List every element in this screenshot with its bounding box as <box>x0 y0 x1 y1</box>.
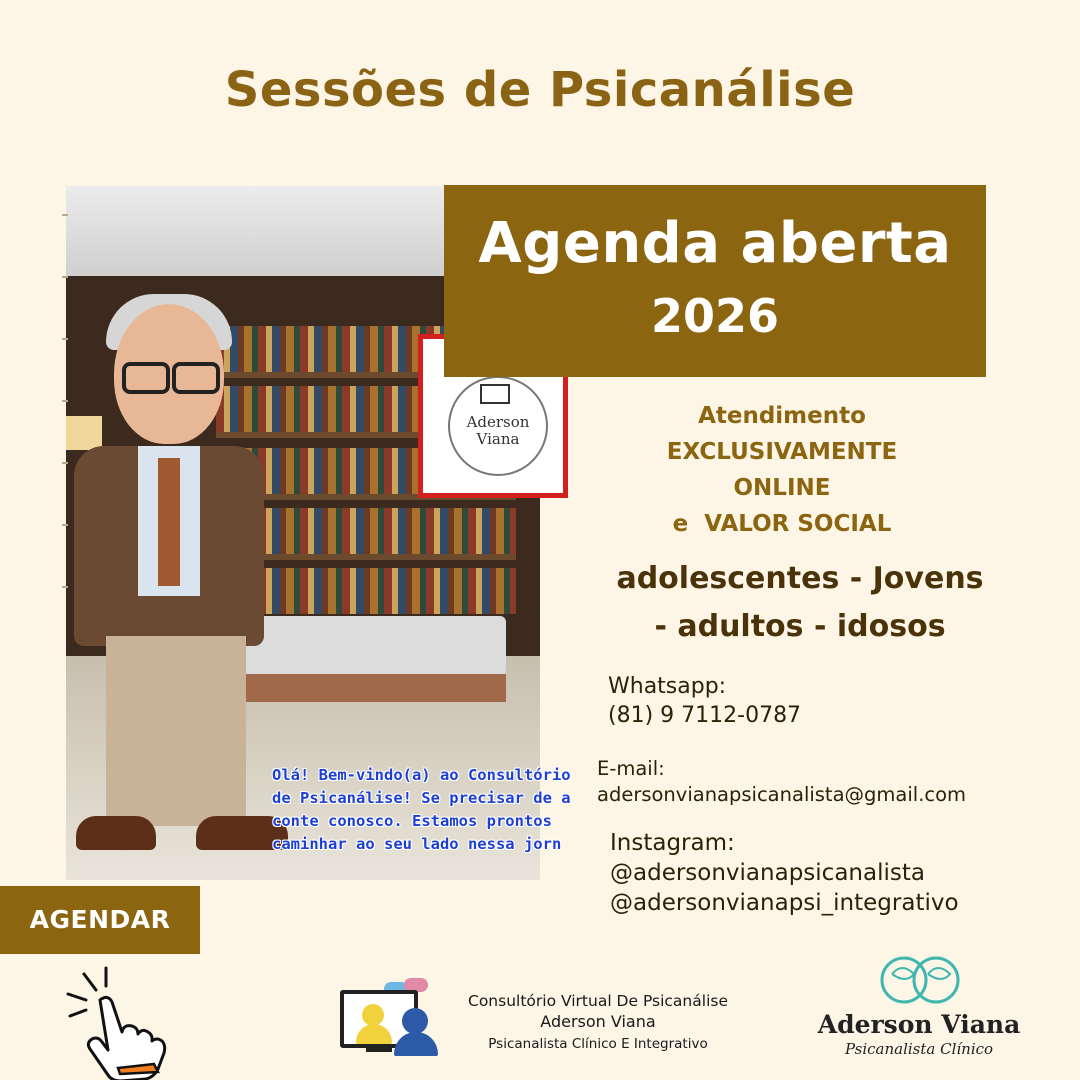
page-title: Sessões de Psicanálise <box>224 62 856 118</box>
whatsapp-number[interactable]: (81) 9 7112-0787 <box>608 703 802 728</box>
bed <box>236 616 506 676</box>
heads-brain-icon <box>870 954 970 1010</box>
publico-line: adolescentes - Jovens <box>616 561 984 596</box>
character-shoe <box>76 816 156 850</box>
publico-line: - adultos - idosos <box>654 609 946 644</box>
atendimento-info <box>560 398 1004 542</box>
consultorio-virtual-logo <box>336 978 776 1060</box>
instagram-handle[interactable]: @adersonvianapsi_integrativo <box>610 890 959 916</box>
whatsapp-label: Whatsapp: <box>608 674 727 699</box>
atendimento-line: ONLINE <box>733 475 831 501</box>
edge-tick <box>62 276 68 278</box>
instagram-contact <box>610 828 959 918</box>
monitor-stand <box>366 1046 392 1052</box>
aderson-viana-logo <box>804 952 1034 1062</box>
email-label: E-mail: <box>597 757 665 780</box>
edge-tick <box>62 400 68 402</box>
logo-line: Aderson Viana <box>540 1012 656 1031</box>
person-icon <box>402 1008 428 1034</box>
speech-line: Olá! Bem-vindo(a) ao Consultório <box>272 766 571 784</box>
atendimento-line: EXCLUSIVAMENTE <box>666 439 898 465</box>
agenda-year: 2026 <box>650 289 780 343</box>
signature-name: Aderson Viana <box>817 1010 1021 1039</box>
edge-tick <box>62 524 68 526</box>
wall-seal-logo <box>448 376 548 476</box>
logo-line: Consultório Virtual De Psicanálise <box>468 992 728 1010</box>
signature-subtitle: Psicanalista Clínico <box>844 1040 994 1058</box>
whatsapp-contact <box>608 672 801 730</box>
email-address[interactable]: adersonvianapsicanalista@gmail.com <box>597 783 967 806</box>
person-icon <box>362 1004 384 1026</box>
edge-tick <box>62 214 68 216</box>
edge-tick <box>62 586 68 588</box>
seal-name-line: Aderson <box>466 413 530 431</box>
instagram-label: Instagram: <box>610 830 735 856</box>
character-tie <box>158 458 180 586</box>
publico-alvo <box>590 555 1010 651</box>
agenda-title: Agenda aberta <box>478 211 952 276</box>
edge-tick <box>62 338 68 340</box>
edge-tick <box>62 462 68 464</box>
logo-line: Psicanalista Clínico E Integrativo <box>488 1036 708 1052</box>
speech-line: de Psicanálise! Se precisar de a <box>272 789 571 807</box>
character-trousers <box>106 636 246 826</box>
welcome-speech <box>272 764 571 856</box>
instagram-handle[interactable]: @adersonvianapsicanalista <box>610 860 925 886</box>
atendimento-line: e VALOR SOCIAL <box>672 511 892 537</box>
lamp <box>66 416 102 450</box>
bed-base <box>236 674 506 702</box>
agendar-button[interactable]: AGENDAR <box>0 886 200 954</box>
monitor-icon <box>480 384 510 404</box>
atendimento-line: Atendimento <box>698 403 866 429</box>
speech-line: conte conosco. Estamos prontos <box>272 812 552 830</box>
pointing-hand-click-icon <box>60 964 180 1074</box>
glasses-icon <box>118 362 220 388</box>
agenda-aberta-banner <box>444 185 986 377</box>
email-contact <box>597 756 966 808</box>
speech-line: caminhar ao seu lado nessa jorn <box>272 835 562 853</box>
seal-name-line: Viana <box>476 430 520 448</box>
